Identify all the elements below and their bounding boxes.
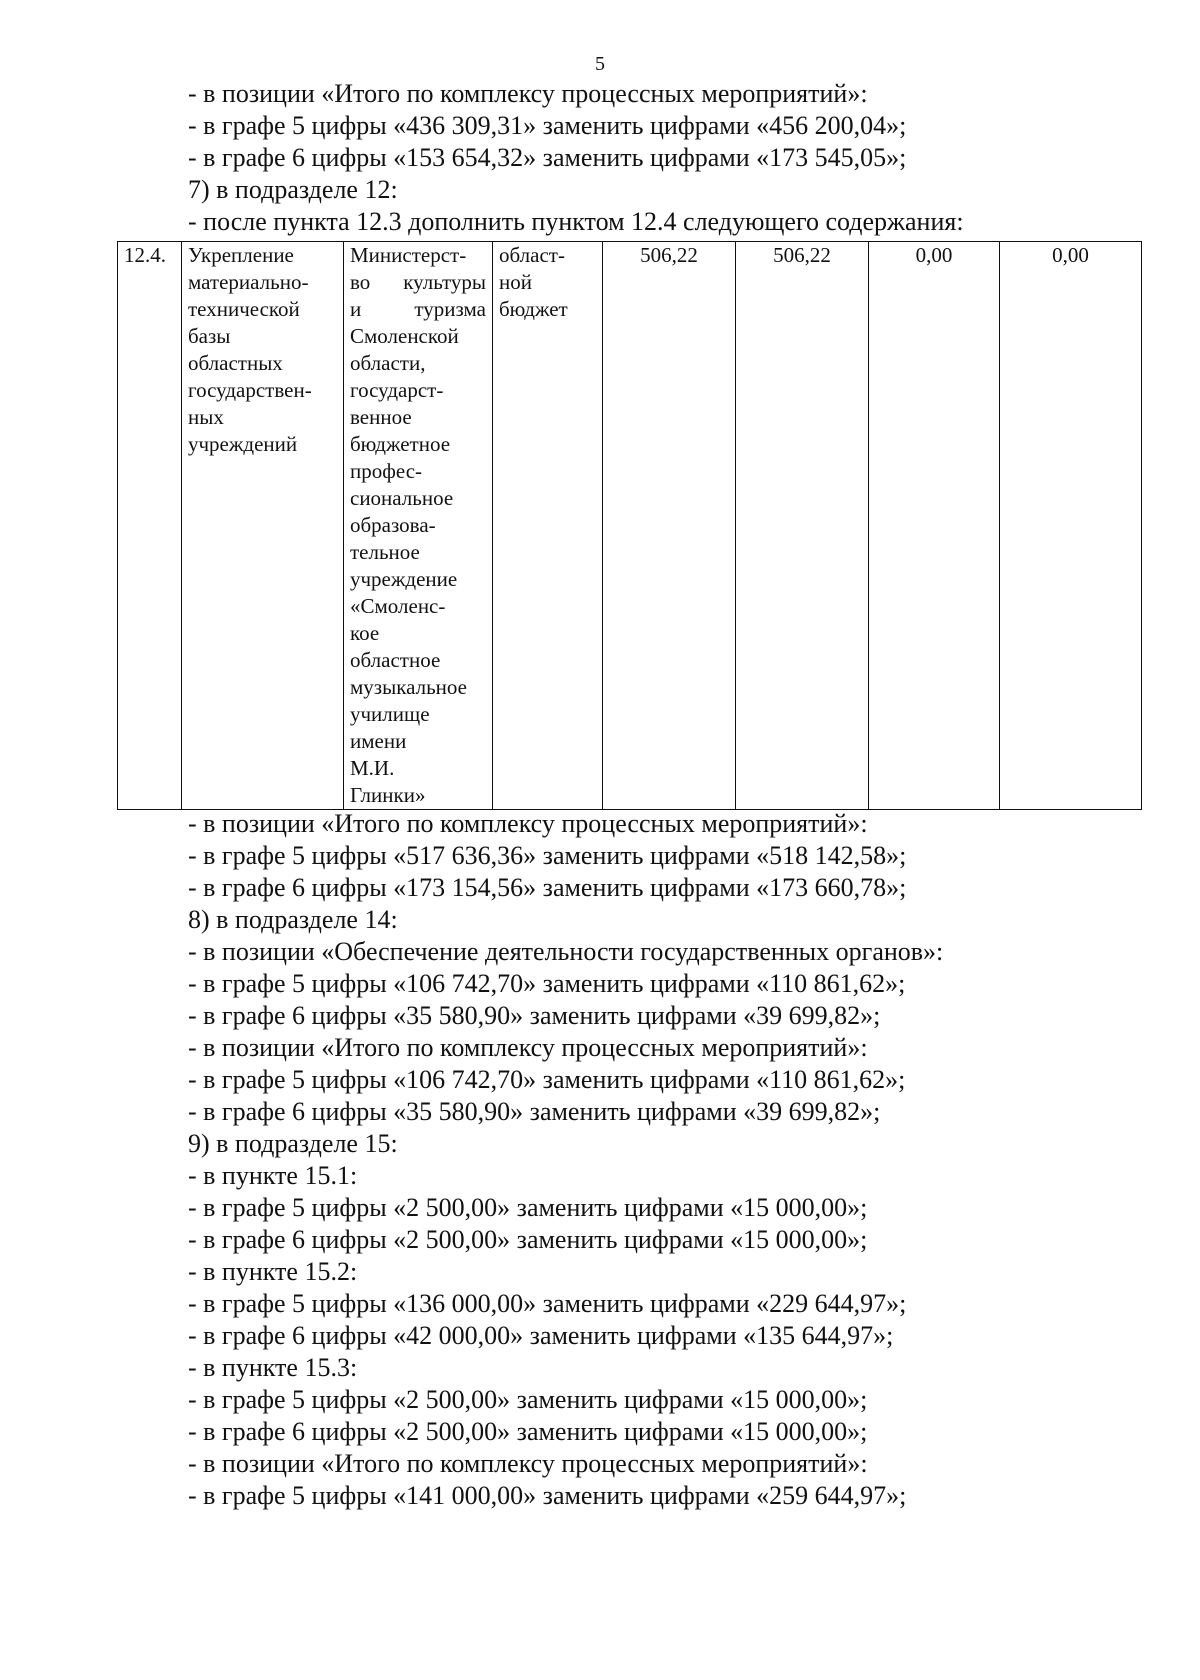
cell-text-line: Смоленской (350, 324, 459, 348)
cell-executor (344, 242, 493, 810)
text-line: - в графе 5 цифры «2 500,00» заменить цифрами «15 000,00»; (188, 1193, 868, 1222)
cell-text-line: областных (188, 351, 283, 375)
text-line: - в позиции «Обеспечение деятельности государственных органов»: (188, 937, 944, 966)
text-line: - в графе 6 цифры «2 500,00» заменить цифрами «15 000,00»; (188, 1225, 868, 1254)
cell-text-line: М.И. (350, 756, 395, 780)
text-line: - в графе 5 цифры «2 500,00» заменить цифрами «15 000,00»; (188, 1385, 868, 1414)
text-line: - после пункта 12.3 дополнить пунктом 12.4 следующего содержания: (188, 207, 964, 236)
cell-year-3: 0,00 (1000, 242, 1142, 810)
text-line: - в графе 6 цифры «35 580,90» заменить цифрами «39 699,82»; (188, 1001, 881, 1030)
cell-text-line: ной (499, 270, 532, 294)
text-line: - в графе 5 цифры «436 309,31» заменить цифрами «456 200,04»; (188, 111, 907, 140)
cell-total: 506,22 (603, 242, 736, 810)
amendment-table (117, 241, 1142, 810)
text-line: 9) в подразделе 15: (188, 1129, 398, 1158)
text-line: - в позиции «Итого по комплексу процессных мероприятий»: (188, 809, 868, 838)
cell-text-line: област- (499, 243, 565, 267)
cell-year-2: 0,00 (869, 242, 1000, 810)
cell-text-line: венное (350, 405, 412, 429)
cell-text-line: Министерст- (350, 243, 467, 267)
cell-text-line: и туризма (350, 297, 486, 321)
cell-number: 12.4. (118, 242, 182, 810)
cell-text-line: материально- (188, 270, 309, 294)
text-line: - в графе 6 цифры «153 654,32» заменить цифрами «173 545,05»; (188, 143, 907, 172)
text-line: - в графе 6 цифры «2 500,00» заменить цифрами «15 000,00»; (188, 1417, 868, 1446)
text-line: 8) в подразделе 14: (188, 905, 398, 934)
cell-text-line: государст- (350, 378, 444, 402)
text-line: - в пункте 15.1: (188, 1161, 358, 1190)
cell-funding-source (493, 242, 603, 810)
text-line: - в графе 5 цифры «141 000,00» заменить цифрами «259 644,97»; (188, 1481, 907, 1510)
cell-text-line: Глинки» (350, 783, 426, 807)
text-line: - в графе 6 цифры «173 154,56» заменить цифрами «173 660,78»; (188, 873, 907, 902)
cell-text-line: базы (188, 324, 231, 348)
cell-text-line: учреждение (350, 567, 458, 591)
text-line: - в позиции «Итого по комплексу процессных мероприятий»: (188, 1033, 868, 1062)
text-line: - в графе 6 цифры «42 000,00» заменить цифрами «135 644,97»; (188, 1321, 894, 1350)
cell-text-line: бюджетное (350, 432, 451, 456)
cell-text-line: имени (350, 729, 407, 753)
text-line: - в пункте 15.3: (188, 1353, 358, 1382)
cell-text-line: областное (350, 648, 441, 672)
cell-text-line: государствен- (188, 378, 312, 402)
text-line: - в графе 5 цифры «136 000,00» заменить цифрами «229 644,97»; (188, 1289, 907, 1318)
text-line: - в позиции «Итого по комплексу процессных мероприятий»: (188, 1449, 868, 1478)
cell-text-line: сиональное (350, 486, 454, 510)
cell-text-line: во культуры (350, 270, 486, 294)
text-line: - в графе 5 цифры «517 636,36» заменить цифрами «518 142,58»; (188, 841, 907, 870)
text-line: 7) в подразделе 12: (188, 175, 398, 204)
text-line: - в графе 5 цифры «106 742,70» заменить цифрами «110 861,62»; (188, 1065, 906, 1094)
cell-text-line: училище (350, 702, 430, 726)
page-number: 5 (595, 53, 605, 75)
cell-text-line: ных (188, 405, 224, 429)
cell-text-line: Укрепление (188, 243, 294, 267)
cell-text-line: образова- (350, 513, 436, 537)
cell-text-line: профес- (350, 459, 423, 483)
cell-text-line: области, (350, 351, 426, 375)
cell-text-line: кое (350, 621, 380, 645)
cell-text-line: «Смоленс- (350, 594, 446, 618)
cell-text-line: технической (188, 297, 300, 321)
text-line: - в графе 6 цифры «35 580,90» заменить цифрами «39 699,82»; (188, 1097, 881, 1126)
text-block-after-table (188, 808, 1168, 1512)
cell-name (182, 242, 344, 810)
text-block-before-table (188, 78, 1168, 238)
text-line: - в позиции «Итого по комплексу процессных мероприятий»: (188, 79, 868, 108)
text-line: - в графе 5 цифры «106 742,70» заменить цифрами «110 861,62»; (188, 969, 906, 998)
text-line: - в пункте 15.2: (188, 1257, 358, 1286)
table-row (118, 242, 1142, 810)
cell-text-line: бюджет (499, 297, 568, 321)
cell-text-line: тельное (350, 540, 420, 564)
cell-year-1: 506,22 (736, 242, 869, 810)
cell-text-line: музыкальное (350, 675, 467, 699)
cell-text-line: учреждений (188, 432, 298, 456)
